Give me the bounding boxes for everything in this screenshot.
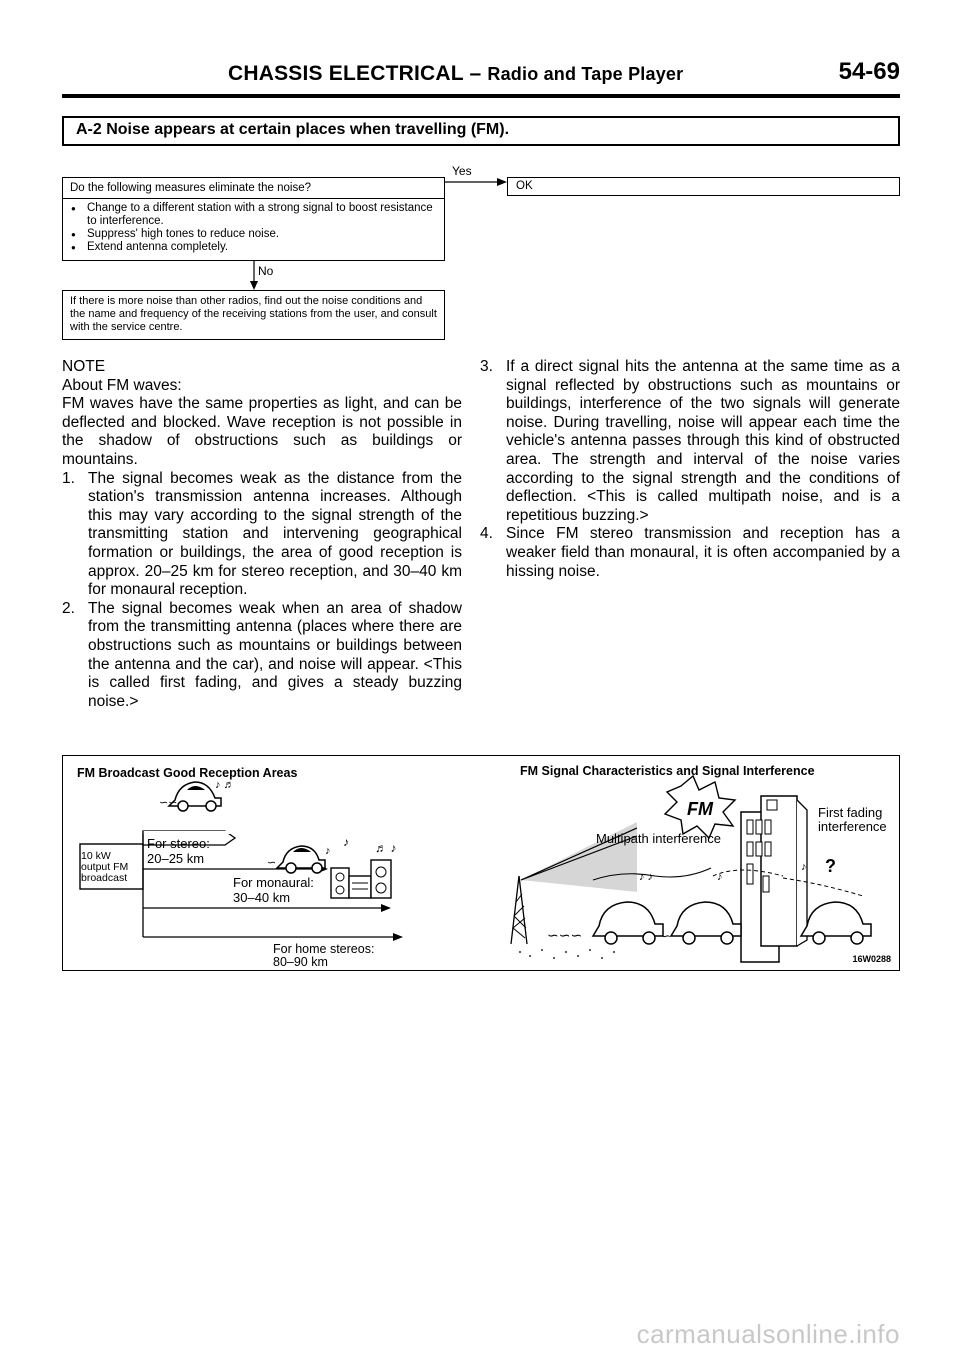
measure-item: ● Suppress' high tones to reduce noise.: [71, 228, 444, 241]
svg-text:?: ?: [825, 856, 836, 876]
svg-text:♪ ♪: ♪ ♪: [639, 871, 654, 883]
stereo-range-label: [147, 836, 210, 866]
stereo-illustration: [325, 835, 396, 898]
note-item: [480, 525, 900, 581]
figure-panel: [62, 755, 900, 971]
section-title: A-2 Noise appears at certain places when travelling (FM).: [62, 116, 900, 146]
home-range-label: [273, 943, 374, 969]
building: [741, 796, 807, 962]
item-number: 3.: [480, 358, 493, 375]
title-sub: Radio and Tape Player: [487, 64, 684, 84]
item-text: Since FM stereo transmission and reception has a weaker field than monaural, it is often accompanied by a hissing noise.: [506, 525, 900, 580]
stereo-range: 20–25 km: [147, 851, 205, 866]
svg-text:∽: ∽: [267, 857, 277, 869]
page-number: 54-69: [838, 58, 900, 85]
title-main: CHASSIS ELECTRICAL: [228, 62, 464, 85]
first-fading-line2: interference: [818, 819, 887, 834]
home-range: 80–90 km: [273, 955, 328, 969]
measure-item: ● Change to a different station with a strong signal to boost resistance to interference.: [71, 202, 444, 228]
right-figure-caption: FM Signal Characteristics and Signal Interference: [520, 764, 815, 778]
car-illustration: [267, 846, 325, 873]
ground-dots: [519, 950, 615, 958]
fm-sign: [665, 776, 735, 838]
svg-text:♪: ♪: [801, 861, 807, 873]
item-number: 2.: [62, 599, 75, 617]
svg-text:♪: ♪: [717, 871, 723, 883]
stereo-label: For stereo:: [147, 836, 210, 851]
station-power: 10 kW: [81, 850, 111, 862]
note-left-column: [62, 358, 462, 711]
title-separator: –: [469, 62, 482, 85]
station-output: output FM: [81, 861, 129, 873]
monaural-range-label: [233, 875, 314, 905]
no-result-box: If there is more noise than other radios, find out the noise conditions and the name and frequency of the receiving stations from the user, and consult with the service centre.: [62, 290, 445, 340]
note-item: [62, 600, 462, 712]
yes-label: Yes: [452, 164, 472, 178]
figure-code: 16W0288: [852, 954, 891, 964]
measure-item: ● Extend antenna completely.: [71, 241, 444, 254]
watermark-text: carmanualsonline.info: [636, 1319, 900, 1349]
note-item: [62, 470, 462, 600]
left-figure-caption: FM Broadcast Good Reception Areas: [77, 766, 298, 780]
note-heading: NOTE: [62, 358, 106, 375]
svg-text:♪: ♪: [343, 835, 349, 849]
home-label: For home stereos:: [273, 942, 375, 956]
no-label: No: [258, 264, 274, 278]
item-number: 1.: [62, 469, 75, 487]
ok-box: OK: [507, 177, 900, 196]
measures-list: [63, 202, 444, 254]
svg-text:∽∽: ∽∽: [159, 797, 178, 809]
note-subheading: About FM waves:: [62, 376, 182, 394]
item-text: If a direct signal hits the antenna at the same time as a signal reflected by obstructions such as mountains or buildings, interference of the two signals will generate noise. During travelling, noise will appear each time the vehicle's antenna passes through this kind of obstructed area. The strength and interval of the noise varies according to the signal strength and the conditions of deflection. <This is called multipath noise, and is a repetitious buzzing.>: [506, 358, 900, 524]
question-text: Do the following measures eliminate the noise?: [63, 178, 444, 199]
svg-text:♬ ♪: ♬ ♪: [375, 841, 397, 855]
svg-text:♪: ♪: [325, 845, 331, 857]
car-illustration: [661, 902, 741, 944]
item-text: The signal becomes weak as the distance from the station's transmission antenna increases. Although this may vary according to the signal strength of the transmitting station and intervening geographical formation or buildings, the area of good reception is approx. 20–25 km for stereo reception, and 30–40 km for monaural reception.: [88, 469, 462, 599]
note-intro: FM waves have the same properties as light, and can be deflected and blocked. Wave reception is not possible in the shadow of obstructions such as buildings or mountains.: [62, 395, 462, 468]
monaural-label: For monaural:: [233, 875, 314, 890]
svg-text:♪ ♬: ♪ ♬: [215, 779, 235, 791]
note-right-column: [480, 358, 900, 581]
multipath-label: Multipath interference: [596, 831, 722, 846]
svg-text:∽: ∽: [661, 929, 672, 943]
first-fading-label: [818, 806, 887, 834]
question-box: [62, 177, 445, 261]
car-illustration: [159, 779, 235, 811]
station-type: broadcast: [81, 872, 128, 884]
car-illustration: [801, 856, 871, 944]
item-number: 4.: [480, 525, 493, 543]
item-text: The signal becomes weak when an area of shadow from the transmitting antenna (places where there are obstructions such as mountains or buildings between the antenna and the car), and noise will appear. <This is called first fading, and gives a steady buzzing noise.>: [88, 599, 462, 710]
fm-sign-text: FM: [687, 799, 713, 819]
note-item: [480, 358, 900, 525]
monaural-range: 30–40 km: [233, 890, 291, 905]
first-fading-line1: First fading: [818, 805, 883, 820]
car-illustration: [547, 902, 663, 944]
station-label: [81, 851, 128, 884]
svg-text:∽∽∽: ∽∽∽: [547, 927, 583, 943]
